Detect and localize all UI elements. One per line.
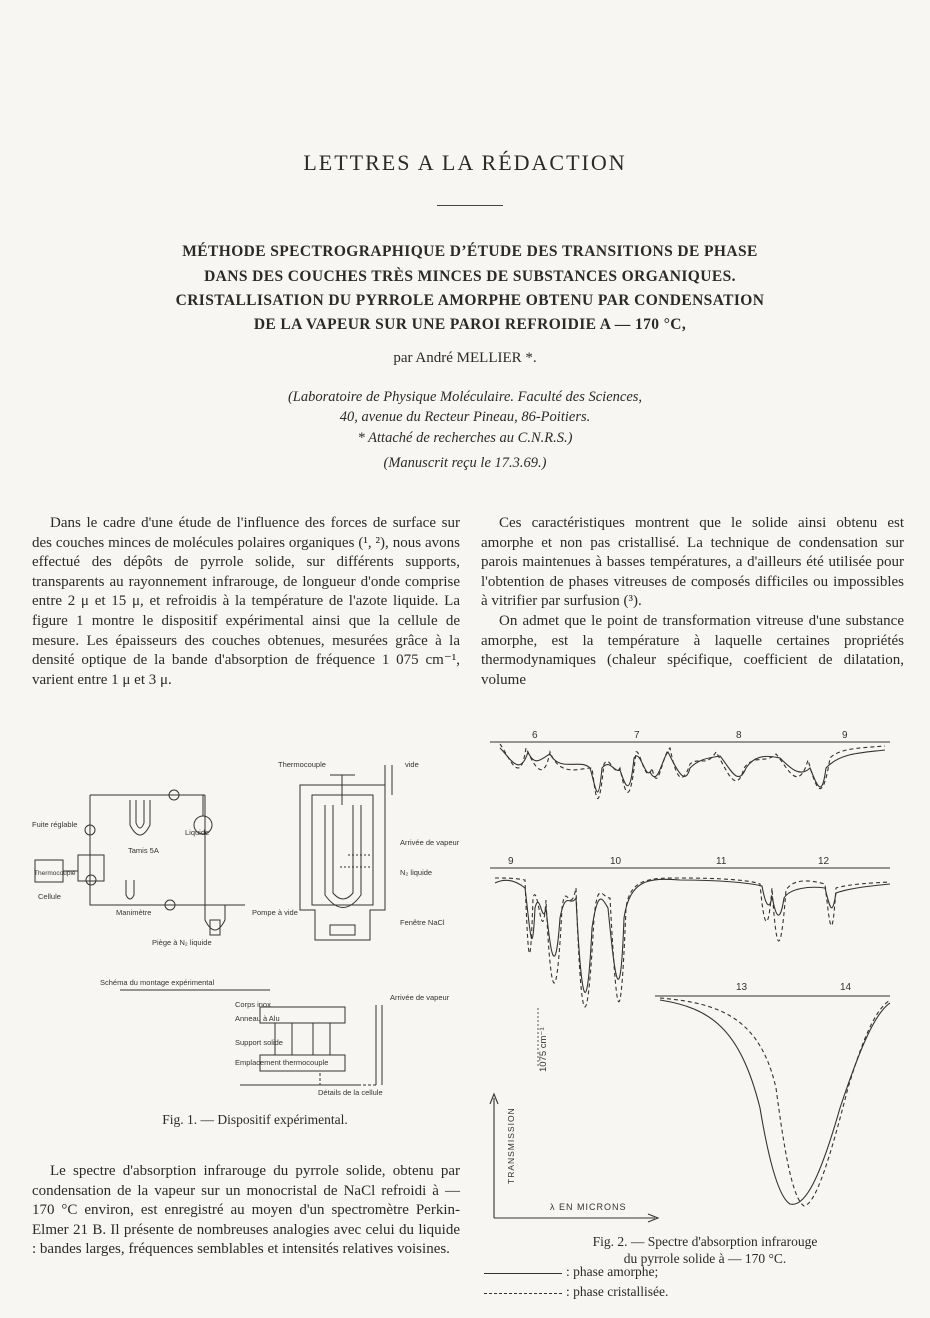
left-column-text bbox=[32, 514, 460, 690]
p2-tick-9: 9 bbox=[508, 856, 514, 867]
right-column-text bbox=[481, 514, 904, 690]
label-pompe: Pompe à vide bbox=[252, 908, 298, 917]
left-column-text-continued bbox=[32, 1162, 460, 1260]
legend-dashed-line bbox=[484, 1293, 562, 1294]
paragraph-glass-transition: On admet que le point de transformation vitreuse d'une substance amorphe, est la température à laquelle certaines propriétés thermodynamiques (chaleur spécifique, coefficient de dilatation, volume bbox=[481, 612, 904, 688]
affiliation-line-2: 40, avenue du Recteur Pineau, 86-Poitiers. bbox=[339, 409, 591, 425]
band-1075-label: 1075 cm⁻¹ bbox=[538, 1027, 549, 1072]
p1-tick-9: 9 bbox=[842, 730, 848, 741]
label-anneau: Anneau à Alu bbox=[235, 1014, 280, 1023]
p1-tick-8: 8 bbox=[736, 730, 742, 741]
title-divider bbox=[437, 205, 503, 206]
label-emplacement: Emplacement thermocouple bbox=[235, 1058, 329, 1067]
label-manometre: Manimètre bbox=[116, 908, 152, 917]
label-vide: vide bbox=[405, 760, 419, 769]
section-title: LETTRES A LA RÉDACTION bbox=[303, 150, 627, 175]
label-thermocouple-box: Thermocouple bbox=[34, 870, 76, 877]
article-title-line-2: DANS DES COUCHES TRÈS MINCES DE SUBSTANCES ORGANIQUES. bbox=[204, 268, 736, 285]
y-axis-label: TRANSMISSION bbox=[506, 1107, 516, 1184]
legend-solid-line bbox=[484, 1273, 562, 1274]
p3-tick-13: 13 bbox=[736, 982, 748, 993]
paragraph-spectrum: Le spectre d'absorption infrarouge du pyrrole solide, obtenu par condensation de la vapeur sur un monocristal de NaCl refroidi à — 170 °C environ, est enregistré au moyen d'un spectromètre Perkin-Elmer 21 B. Il présente de nombreuses analogies avec celui du liquide : bandes larges, fréquences semblables et intensités relatives voisines. bbox=[32, 1163, 460, 1258]
label-fenetre: Fenêtre NaCl bbox=[400, 918, 445, 927]
label-arrivee-vapeur: Arrivée de vapeur bbox=[400, 838, 460, 847]
affiliation-line-3: * Attaché de recherches au C.N.R.S.) bbox=[357, 430, 573, 446]
article-title-line-3: CRISTALLISATION DU PYRROLE AMORPHE OBTENU PAR CONDENSATION bbox=[175, 292, 765, 309]
p2-tick-10: 10 bbox=[610, 856, 622, 867]
label-thermocouple-top: Thermocouple bbox=[278, 760, 326, 769]
affiliation-line-1: (Laboratoire de Physique Moléculaire. Faculté des Sciences, bbox=[287, 389, 643, 405]
article-title-line-4: DE LA VAPEUR SUR UNE PAROI REFROIDIE A — 170 °C, bbox=[253, 316, 687, 333]
legend-amorphe: : phase amorphe; bbox=[566, 1264, 659, 1279]
label-piege: Piège à N₂ liquide bbox=[152, 938, 212, 947]
p2-tick-11: 11 bbox=[716, 856, 727, 867]
author-line: par André MELLIER *. bbox=[393, 350, 537, 366]
label-details: Détails de la cellule bbox=[318, 1088, 383, 1097]
paragraph-intro: Dans le cadre d'une étude de l'influence des forces de surface sur des couches minces de molécules polaires organiques (¹, ²), nous avons effectué des dépôts de pyrrole solide, sur différents supports, transparents au rayonnement infrarouge, de longueur d'onde comprise entre 2 μ et 15 μ, et refroidis à la température de l'azote liquide. La figure 1 montre le dispositif expérimental ainsi que la cellule de mesure. Les épaisseurs des couches obtenues, mesurées grâce à la densité optique de la bande d'absorption de fréquence 1 075 cm⁻¹, varient entre 1 μ et 3 μ. bbox=[32, 515, 460, 688]
label-cellule: Cellule bbox=[38, 892, 61, 901]
figure-2-spectrum bbox=[480, 728, 910, 1228]
received-date: (Manuscrit reçu le 17.3.69.) bbox=[383, 455, 547, 471]
figure-2-caption-line-2: du pyrrole solide à — 170 °C. bbox=[623, 1251, 787, 1266]
p3-tick-14: 14 bbox=[840, 982, 852, 993]
label-n2-liquide: N₂ liquide bbox=[400, 868, 433, 877]
p2-tick-12: 12 bbox=[818, 856, 830, 867]
label-schema: Schéma du montage expérimental bbox=[100, 978, 215, 987]
label-fuite: Fuite réglable bbox=[32, 820, 78, 829]
figure-1-apparatus bbox=[30, 755, 470, 1105]
figure-1-caption: Fig. 1. — Dispositif expérimental. bbox=[162, 1112, 348, 1127]
label-arrivee-vapeur-2: Arrivée de vapeur bbox=[390, 993, 450, 1002]
paragraph-characteristics: Ces caractéristiques montrent que le solide ainsi obtenu est amorphe et non pas cristallisé. La technique de condensation sur parois maintenues à basses températures, a d'ailleurs été utilisée pour l'obtention de phases vitreuses de composés difficiles ou impossibles à vitrifier par surfusion (³). bbox=[481, 515, 904, 610]
x-axis-label: λ EN MICRONS bbox=[550, 1202, 627, 1212]
legend-cristallisee: : phase cristallisée. bbox=[566, 1284, 669, 1299]
label-tamis: Tamis 5A bbox=[128, 846, 159, 855]
p1-tick-6: 6 bbox=[532, 730, 538, 741]
p1-tick-7: 7 bbox=[634, 730, 640, 741]
article-title-line-1: MÉTHODE SPECTROGRAPHIQUE D’ÉTUDE DES TRANSITIONS DE PHASE bbox=[182, 243, 758, 260]
label-liquide: Liquide bbox=[185, 828, 210, 837]
figure-2-caption-line-1: Fig. 2. — Spectre d'absorption infrarouge bbox=[592, 1234, 818, 1249]
label-corps: Corps inox bbox=[235, 1000, 271, 1009]
label-support: Support solide bbox=[235, 1038, 283, 1047]
